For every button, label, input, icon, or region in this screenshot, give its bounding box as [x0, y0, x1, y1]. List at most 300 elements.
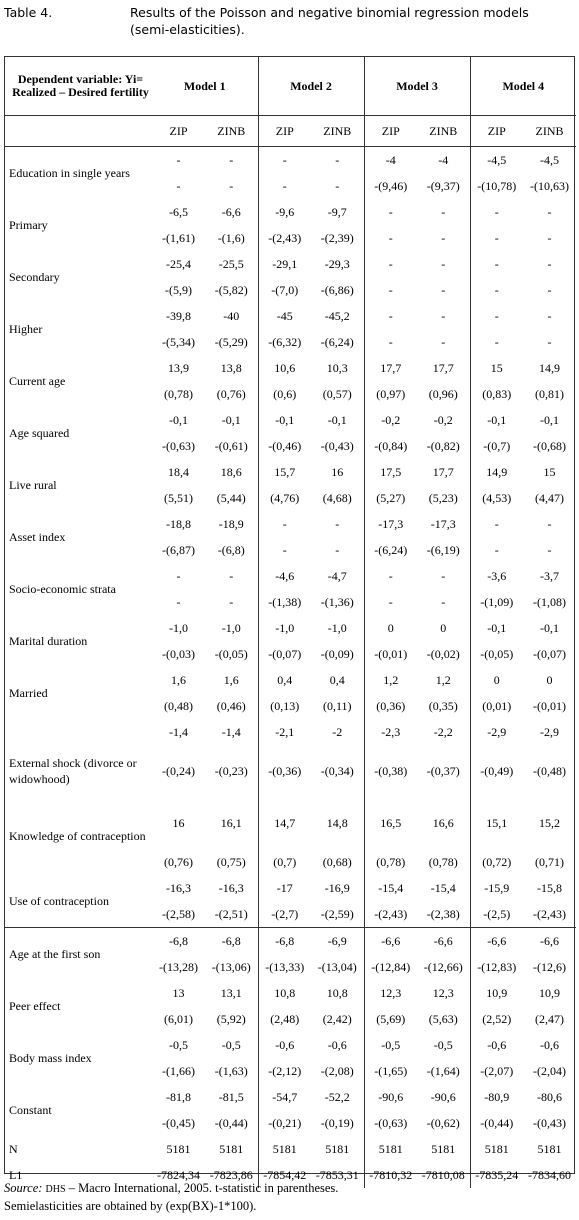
coefficient-cell: -1,0 [169, 620, 188, 635]
coefficient-cell: -(0,23) [214, 763, 248, 778]
row-label: Use of contraception [9, 894, 109, 908]
coefficient-cell: -0,6 [258, 1032, 311, 1058]
t-statistic-cell: -(0,63) [364, 1110, 417, 1136]
t-statistic-cell: - [547, 282, 552, 297]
coefficient-cell: -0,1 [258, 407, 311, 433]
t-statistic-cell: -(13,06) [211, 959, 251, 974]
coefficient-cell: 5181 [325, 1141, 350, 1156]
t-statistic-cell: (0,97) [364, 381, 417, 407]
t-statistic-cell: -(2,12) [258, 1058, 311, 1084]
coefficient-cell: -81,5 [218, 1089, 244, 1104]
row-label: Age at the first son [5, 928, 152, 981]
t-statistic-cell: -(0,01) [364, 641, 417, 667]
t-statistic-cell: (0,83) [470, 381, 523, 407]
t-statistic-cell: (0,57) [322, 386, 352, 401]
coefficient-cell: -3,6 [470, 563, 523, 589]
t-statistic-cell: - [470, 225, 523, 251]
t-statistic-cell: (0,96) [428, 386, 458, 401]
t-statistic-cell: -(1,64) [426, 1063, 460, 1078]
t-statistic-cell: - [547, 542, 552, 557]
t-statistic-cell: -(2,58) [162, 906, 195, 921]
coefficient-cell: 13,1 [220, 985, 242, 1000]
coefficient-cell: -1,4 [221, 724, 241, 739]
model-header-row [5, 57, 576, 116]
t-statistic-cell: -(1,38) [258, 589, 311, 615]
coefficient-cell: 5181 [470, 1136, 523, 1162]
table-row [5, 303, 576, 329]
coefficient-cell: -4,5 [540, 152, 560, 167]
table-row [5, 928, 576, 955]
coefficient-cell: - [470, 199, 523, 225]
coefficient-cell: -54,7 [258, 1084, 311, 1110]
t-statistic-cell: -(0,62) [426, 1115, 460, 1130]
coefficient-cell: 17,7 [432, 464, 454, 479]
t-statistic-cell: -(2,07) [470, 1058, 523, 1084]
t-statistic-cell: (4,47) [535, 490, 565, 505]
t-statistic-cell: -(1,65) [364, 1058, 417, 1084]
t-statistic-cell: -(0,05) [214, 646, 248, 661]
coefficient-cell: 0 [546, 672, 553, 687]
t-statistic-cell: -(6,24) [364, 537, 417, 563]
coefficient-cell: -6,8 [152, 928, 205, 955]
t-statistic-cell: -(0,61) [214, 438, 248, 453]
coefficient-cell: -25,4 [166, 256, 191, 271]
coefficient-cell: -18,8 [166, 516, 191, 531]
coefficient-cell: -1,0 [221, 620, 241, 635]
coefficient-cell: -7823,86 [209, 1167, 253, 1182]
coefficient-cell: -45,2 [324, 308, 350, 323]
t-statistic-cell: -(12,66) [423, 959, 463, 974]
coefficient-cell: -6,6 [364, 928, 417, 955]
coefficient-cell: 17,7 [432, 360, 454, 375]
coefficient-cell: -7853,31 [315, 1167, 359, 1182]
coefficient-cell: 14,9 [470, 459, 523, 485]
t-statistic-cell: -(0,7) [470, 433, 523, 459]
coefficient-cell: -17 [258, 875, 311, 901]
t-statistic-cell: - [258, 537, 311, 563]
t-statistic-cell: -(0,21) [258, 1110, 311, 1136]
t-statistic-cell: -(10,78) [470, 173, 523, 199]
dependent-variable-label: Dependent variable: Yi= Realized – Desired fertility [5, 57, 152, 116]
coefficient-cell: 15,1 [470, 797, 523, 849]
regression-table [4, 56, 575, 1182]
coefficient-cell: 15,7 [258, 459, 311, 485]
estimator-header: ZIP [258, 116, 311, 147]
coefficient-cell: 14,7 [258, 797, 311, 849]
coefficient-cell: - [547, 516, 552, 531]
coefficient-cell: 12,3 [432, 985, 454, 1000]
coefficient-cell: -1,0 [258, 615, 311, 641]
coefficient-cell: - [176, 152, 181, 167]
t-statistic-cell: (0,72) [470, 849, 523, 875]
coefficient-cell: -6,6 [470, 928, 523, 955]
row-label [5, 719, 152, 745]
coefficient-cell: 5181 [431, 1141, 456, 1156]
t-statistic-cell: -(9,46) [364, 173, 417, 199]
t-statistic-cell: (5,69) [364, 1006, 417, 1032]
coefficient-cell: 0,4 [329, 672, 345, 687]
estimator-header: ZINB [417, 116, 470, 147]
table-row [5, 1084, 576, 1110]
coefficient-cell: 0 [470, 667, 523, 693]
t-statistic-cell: -(2,43) [533, 906, 567, 921]
t-statistic-cell: -(0,07) [533, 646, 567, 661]
coefficient-cell: -1,0 [327, 620, 347, 635]
t-statistic-cell: (0,7) [258, 849, 311, 875]
coefficient-cell: - [441, 204, 446, 219]
t-statistic-cell: (0,46) [216, 698, 246, 713]
coefficient-cell: -(0,48) [533, 763, 567, 778]
coefficient-cell: 0,4 [258, 667, 311, 693]
coefficient-cell: 15 [543, 464, 556, 479]
t-statistic-cell: -(13,33) [258, 954, 311, 980]
table-caption [4, 4, 575, 42]
coefficient-cell: 10,8 [258, 980, 311, 1006]
estimator-header: ZIP [364, 116, 417, 147]
t-statistic-cell: -(0,01) [533, 698, 567, 713]
table-title: Results of the Poisson and negative binomial regression models (semi-elasticities). [130, 5, 529, 37]
t-statistic-cell: - [547, 334, 552, 349]
coefficient-cell: -(0,38) [364, 745, 417, 797]
t-statistic-cell: (0,71) [535, 854, 565, 869]
row-label: External shock (divorce or widowhood) [9, 756, 137, 786]
t-statistic-cell: (2,47) [535, 1011, 565, 1026]
coefficient-cell: 17,5 [364, 459, 417, 485]
t-statistic-cell: -(0,07) [258, 641, 311, 667]
t-statistic-cell: (0,78) [428, 854, 458, 869]
coefficient-cell: -7835,24 [470, 1162, 523, 1188]
t-statistic-cell: (0,01) [470, 693, 523, 719]
table-row [5, 875, 576, 901]
t-statistic-cell: -(0,05) [470, 641, 523, 667]
coefficient-cell: - [441, 256, 446, 271]
t-statistic-cell: (0,11) [323, 698, 352, 713]
t-statistic-cell: (5,23) [428, 490, 458, 505]
coefficient-cell: -4,6 [258, 563, 311, 589]
t-statistic-cell: -(2,7) [258, 901, 311, 928]
coefficient-cell: -0,5 [169, 1037, 188, 1052]
coefficient-cell: 5181 [364, 1136, 417, 1162]
coefficient-cell: 5181 [166, 1141, 191, 1156]
t-statistic-cell: -(0,03) [162, 646, 195, 661]
coefficient-cell: -4,5 [470, 147, 523, 174]
table-row [5, 251, 576, 277]
t-statistic-cell: -(9,37) [426, 178, 460, 193]
coefficient-cell: -52,2 [324, 1089, 350, 1104]
coefficient-cell: -(0,36) [258, 745, 311, 797]
coefficient-cell: - [229, 152, 234, 167]
coefficient-cell: -7854,42 [258, 1162, 311, 1188]
coefficient-cell: -4 [438, 152, 449, 167]
t-statistic-cell: - [176, 178, 181, 193]
coefficient-cell: - [470, 303, 523, 329]
coefficient-cell: -(0,49) [470, 745, 523, 797]
coefficient-cell: -(0,34) [320, 763, 354, 778]
t-statistic-cell: - [364, 329, 417, 355]
row-label: Married [9, 686, 48, 700]
t-statistic-cell: -(0,02) [426, 646, 460, 661]
coefficient-cell: 16 [331, 464, 344, 479]
coefficient-cell: -2 [332, 724, 343, 739]
t-statistic-cell: -(2,5) [470, 901, 523, 928]
coefficient-cell: -15,8 [537, 880, 563, 895]
coefficient-cell: - [470, 251, 523, 277]
t-statistic-cell: -(6,8) [217, 542, 245, 557]
t-statistic-cell: (0,13) [258, 693, 311, 719]
t-statistic-cell: (0,36) [364, 693, 417, 719]
estimator-header: ZINB [311, 116, 364, 147]
t-statistic-cell: (2,42) [322, 1011, 352, 1026]
t-statistic-cell: -(2,51) [214, 906, 248, 921]
coefficient-cell: -6,9 [311, 928, 364, 955]
coefficient-cell: -81,8 [166, 1089, 191, 1104]
t-statistic-cell: -(2,08) [320, 1063, 354, 1078]
table-row [5, 459, 576, 485]
table-number: Table 4. [4, 5, 53, 20]
coefficient-cell: -29,3 [324, 256, 350, 271]
t-statistic-cell: (0,75) [216, 854, 246, 869]
table-row [5, 407, 576, 433]
t-statistic-cell: (4,76) [258, 485, 311, 511]
t-statistic-cell: - [335, 178, 340, 193]
t-statistic-cell: -(0,63) [162, 438, 195, 453]
coefficient-cell: -0,1 [540, 620, 560, 635]
t-statistic-cell: (0,48) [164, 698, 193, 713]
t-statistic-cell: -(6,87) [162, 542, 195, 557]
row-label: Live rural [9, 478, 57, 492]
t-statistic-cell: -(0,45) [162, 1115, 195, 1130]
t-statistic-cell: -(1,09) [470, 589, 523, 615]
t-statistic-cell: - [229, 178, 234, 193]
semielasticity-note: Semielasticities are obtained by (exp(BX)-1*100). [4, 1199, 257, 1213]
row-label: L1 [9, 1168, 23, 1182]
coefficient-cell: -40 [223, 308, 240, 323]
t-statistic-cell: -(5,82) [214, 282, 248, 297]
table-row [5, 1136, 576, 1162]
coefficient-cell: 16,6 [432, 815, 454, 830]
t-statistic-cell: -(2,43) [364, 901, 417, 928]
source-line [4, 1180, 575, 1198]
coefficient-cell: -2,2 [433, 724, 453, 739]
table-row [5, 147, 576, 174]
coefficient-cell: -15,4 [364, 875, 417, 901]
t-statistic-cell: -(6,19) [426, 542, 460, 557]
coefficient-cell: - [364, 563, 417, 589]
estimator-header-row [5, 116, 576, 147]
estimator-header: ZIP [152, 116, 205, 147]
model-header: Model 2 [258, 57, 364, 116]
coefficient-cell: -(0,37) [426, 763, 460, 778]
coefficient-cell: -17,3 [364, 511, 417, 537]
t-statistic-cell: -(1,6) [217, 230, 245, 245]
coefficient-cell: - [470, 511, 523, 537]
t-statistic-cell: (0,81) [535, 386, 565, 401]
t-statistic-cell: -(0,09) [320, 646, 354, 661]
t-statistic-cell: - [441, 334, 446, 349]
t-statistic-cell: (4,68) [322, 490, 352, 505]
coefficient-cell: -0,1 [540, 412, 560, 427]
t-statistic-cell: - [470, 277, 523, 303]
t-statistic-cell: -(5,9) [165, 282, 192, 297]
row-label: Current age [9, 374, 66, 388]
t-statistic-cell: -(1,66) [162, 1063, 195, 1078]
t-statistic-cell: (5,51) [164, 490, 193, 505]
coefficient-cell: 0 [440, 620, 447, 635]
coefficient-cell: - [364, 199, 417, 225]
coefficient-cell: 13 [172, 985, 185, 1000]
t-statistic-cell: (5,44) [216, 490, 246, 505]
coefficient-cell: 1,2 [435, 672, 451, 687]
table-row [5, 199, 576, 225]
t-statistic-cell: -(0,84) [364, 433, 417, 459]
table-row [5, 980, 576, 1006]
coefficient-cell: -2,1 [258, 719, 311, 745]
estimator-header: ZINB [205, 116, 258, 147]
coefficient-cell: -6,8 [258, 928, 311, 955]
t-statistic-cell: -(7,0) [258, 277, 311, 303]
t-statistic-cell: -(0,19) [320, 1115, 354, 1130]
coefficient-cell: -3,7 [540, 568, 560, 583]
table-source-note [4, 1180, 575, 1215]
t-statistic-cell: (0,76) [216, 386, 246, 401]
t-statistic-cell: - [364, 277, 417, 303]
t-statistic-cell: (0,6) [258, 381, 311, 407]
t-statistic-cell: -(1,08) [533, 594, 567, 609]
row-label: Asset index [9, 530, 66, 544]
coefficient-cell: 1,6 [171, 672, 186, 687]
empty-cell [5, 116, 152, 147]
coefficient-cell: -0,6 [470, 1032, 523, 1058]
coefficient-cell: 13,8 [220, 360, 242, 375]
coefficient-cell: -6,8 [205, 928, 258, 955]
coefficient-cell: - [441, 308, 446, 323]
coefficient-cell: -90,6 [430, 1089, 456, 1104]
coefficient-cell: 10,8 [326, 985, 348, 1000]
estimator-header: ZINB [523, 116, 576, 147]
coefficient-cell: -6,6 [523, 928, 576, 955]
coefficient-cell: 13,9 [168, 360, 189, 375]
t-statistic-cell: -(13,28) [159, 959, 198, 974]
t-statistic-cell: -(2,38) [426, 906, 460, 921]
coefficient-cell: - [364, 303, 417, 329]
t-statistic-cell: -(1,61) [162, 230, 195, 245]
coefficient-cell: 5181 [258, 1136, 311, 1162]
coefficient-cell: 10,9 [539, 985, 561, 1000]
t-statistic-cell: -(5,34) [162, 334, 195, 349]
t-statistic-cell: - [335, 542, 340, 557]
coefficient-cell: -(0,24) [162, 763, 195, 778]
coefficient-cell: -2,9 [540, 724, 560, 739]
t-statistic-cell: - [364, 589, 417, 615]
coefficient-cell: -0,5 [433, 1037, 453, 1052]
t-statistic-cell: -(0,44) [470, 1110, 523, 1136]
row-label: N [9, 1142, 18, 1156]
coefficient-cell: - [335, 152, 340, 167]
coefficient-cell: 12,3 [364, 980, 417, 1006]
coefficient-cell: 15,2 [539, 815, 561, 830]
table-row [5, 719, 576, 745]
t-statistic-cell: -(6,86) [320, 282, 354, 297]
coefficient-cell: -0,5 [364, 1032, 417, 1058]
t-statistic-cell: - [547, 230, 552, 245]
t-statistic-cell: (0,76) [164, 854, 193, 869]
t-statistic-cell: - [441, 282, 446, 297]
row-label: Constant [9, 1103, 52, 1117]
row-label: Education in single years [9, 166, 130, 180]
coefficient-cell: -0,1 [221, 412, 241, 427]
coefficient-cell: -16,3 [218, 880, 244, 895]
coefficient-cell: - [547, 204, 552, 219]
row-label: Secondary [9, 270, 60, 284]
coefficient-cell: -4 [364, 147, 417, 174]
table-row [5, 667, 576, 693]
coefficient-cell: 10,9 [470, 980, 523, 1006]
coefficient-cell: - [229, 568, 234, 583]
coefficient-cell: - [335, 516, 340, 531]
coefficient-cell: -7810,08 [421, 1167, 465, 1182]
source-org: DHS [45, 1184, 66, 1195]
t-statistic-cell: -(12,83) [470, 954, 523, 980]
table-row [5, 1032, 576, 1058]
coefficient-cell: -0,6 [327, 1037, 347, 1052]
t-statistic-cell: -(2,59) [320, 906, 354, 921]
t-statistic-cell: (0,78) [164, 386, 193, 401]
coefficient-cell: 16,1 [220, 815, 242, 830]
coefficient-cell: -16,9 [324, 880, 350, 895]
coefficient-cell: -90,6 [364, 1084, 417, 1110]
coefficient-cell: -0,1 [327, 412, 347, 427]
coefficient-cell: -39,8 [166, 308, 191, 323]
model-header: Model 4 [470, 57, 576, 116]
coefficient-cell: 15 [470, 355, 523, 381]
t-statistic-cell: (0,78) [364, 849, 417, 875]
coefficient-cell: -6,6 [417, 928, 470, 955]
estimator-header: ZIP [470, 116, 523, 147]
t-statistic-cell: -(1,36) [320, 594, 354, 609]
row-label: Marital duration [9, 634, 88, 648]
t-statistic-cell: (6,01) [164, 1011, 193, 1026]
coefficient-cell: 18,4 [168, 464, 189, 479]
row-label: Age squared [9, 426, 70, 440]
coefficient-cell: -80,6 [537, 1089, 563, 1104]
coefficient-cell: - [547, 256, 552, 271]
coefficient-cell: -45 [258, 303, 311, 329]
coefficient-cell: -0,2 [433, 412, 453, 427]
t-statistic-cell: - [441, 594, 446, 609]
coefficient-cell: 14,8 [326, 815, 348, 830]
row-label: Peer effect [9, 999, 61, 1013]
t-statistic-cell: - [470, 329, 523, 355]
table-row [5, 511, 576, 537]
coefficient-cell: -0,1 [470, 407, 523, 433]
t-statistic-cell: (2,52) [470, 1006, 523, 1032]
row-label: Knowledge of contraception [9, 829, 146, 843]
coefficient-cell: - [258, 511, 311, 537]
t-statistic-cell: (2,48) [258, 1006, 311, 1032]
t-statistic-cell: -(2,04) [533, 1063, 567, 1078]
coefficient-cell: -29,1 [258, 251, 311, 277]
t-statistic-cell: -(0,43) [320, 438, 354, 453]
t-statistic-cell: - [364, 225, 417, 251]
t-statistic-cell: - [229, 594, 234, 609]
t-statistic-cell: -(13,04) [317, 959, 357, 974]
row-label: Socio-economic strata [9, 582, 116, 596]
row-label: Primary [9, 218, 48, 232]
coefficient-cell: -7810,32 [364, 1162, 417, 1188]
coefficient-cell: 10,6 [258, 355, 311, 381]
coefficient-cell: 10,3 [326, 360, 348, 375]
coefficient-cell: 16 [172, 815, 185, 830]
